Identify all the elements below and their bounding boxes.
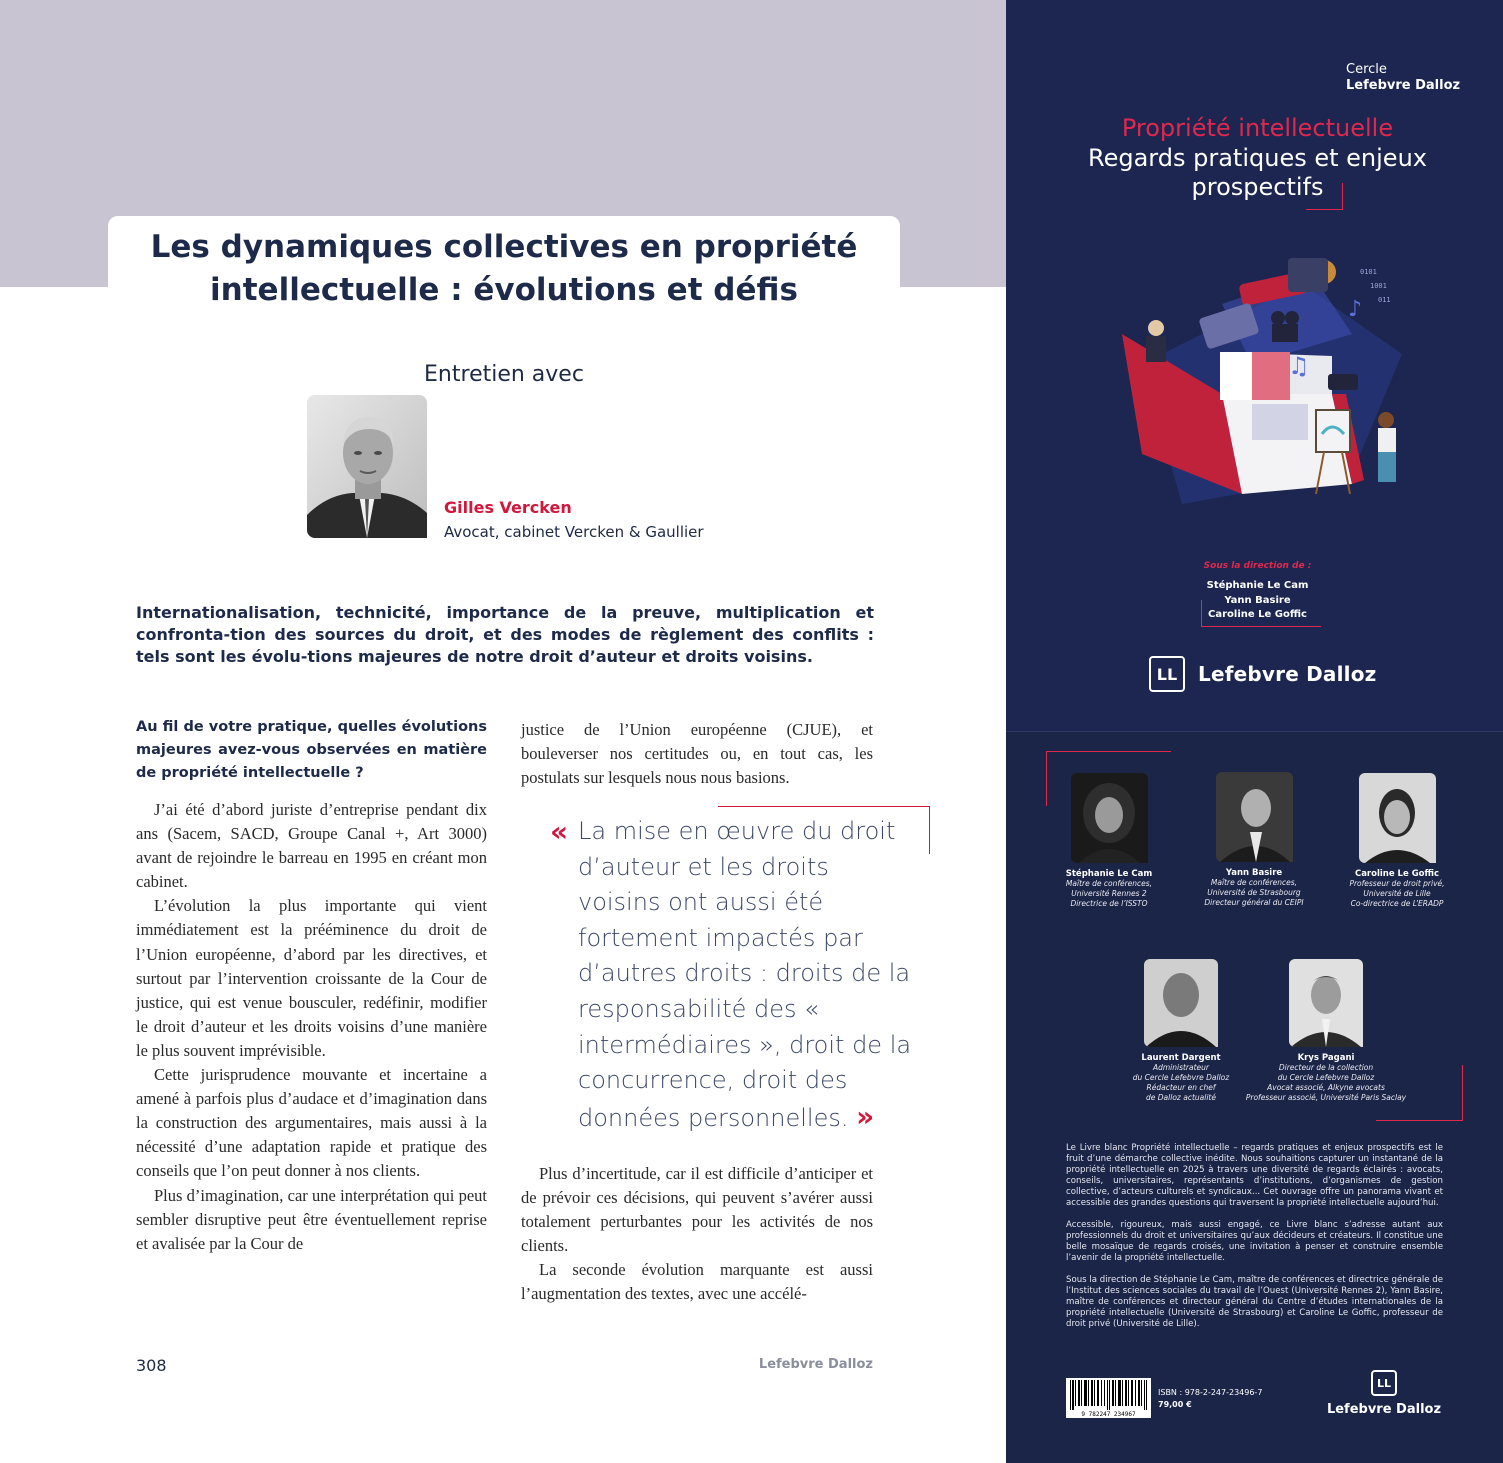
publisher-logo-icon: LL [1149,656,1185,692]
author-card [1106,959,1256,1103]
cover-illustration [1102,244,1432,534]
isbn: ISBN : 978-2-247-23496-7 [1158,1388,1263,1397]
text-column-right-lower [521,1162,873,1307]
series-line-1: Cercle [1346,62,1387,77]
publisher-logo [1149,656,1377,692]
author-role-line: Rédacteur en chef [1146,1083,1216,1092]
author-role [1034,879,1184,909]
interview-intro: Entretien avec [424,362,584,387]
barcode [1066,1378,1151,1418]
author-role [1238,1063,1414,1103]
back-publisher-logo [1324,1370,1444,1417]
author-photo [1071,773,1148,863]
series-label [1346,62,1460,94]
svg-text:1001: 1001 [1370,282,1387,290]
barcode-digits: 9 782247 234967 [1081,1411,1136,1418]
article-title [108,226,900,312]
author-role-line: du Cercle Lefebvre Dalloz [1132,1073,1230,1082]
author-role [1179,878,1329,908]
cover-subtitle-line-2: prospectifs [1191,173,1324,201]
authors-accent-rule [1046,751,1171,752]
author-name: Laurent Dargent [1141,1053,1221,1063]
body-paragraph: justice de l’Union européenne (CJUE), et bouleverser nos certitudes ou, en tout cas, les postulats sur lesquels nous nous basions. [521,720,873,788]
author-photo [1216,772,1293,862]
series-line-2: Lefebvre Dalloz [1346,78,1461,93]
body-paragraph: J’ai été d’abord juriste d’entreprise pendant dix ans (Sacem, SACD, Groupe Canal +, Art 3000) avant de rejoindre le barreau en 1995 en créant mon cabinet. [136,800,487,892]
text-column-right [521,718,873,790]
blurb-paragraph: Accessible, rigoureux, mais aussi engagé, ce Livre blanc s’adresse autant aux professionnels du droit et universitaires qu’aux décideurs et créateurs. Il constitue une belle mosaïque de regards croisés, une invitation à penser et construire ensemble l’avenir de la propriété intellectuelle. [1066,1220,1443,1263]
body-paragraph: Plus d’imagination, car une interprétation qui peut sembler disruptive peut être éventuellement reprise et avalisée par la Cour de [136,1185,487,1253]
author-photo [1144,959,1218,1047]
author-card [1238,959,1414,1103]
author-card [1179,772,1329,908]
author-name: Stéphanie Le Cam [1065,869,1153,879]
article-title-line-2: intellectuelle : évolutions et défis [210,272,798,308]
text-column-left [136,716,487,1256]
page-number: 308 [136,1356,167,1375]
svg-text:♫: ♫ [1288,352,1310,380]
author-role-line: Administrateur [1152,1063,1210,1072]
interview-question: Au fil de votre pratique, quelles évolutions majeures avez-vous observées en matière de propriété intellectuelle ? [136,719,487,781]
directors-accent-rule [1201,600,1202,627]
pull-quote-text: La mise en œuvre du droit d’auteur et les droits voisins ont aussi été fortement impactés par d’autres droits : droits de la responsabilité des « intermédiaires », droit de la concurrence, droit des données personnelles. [578,817,912,1132]
book-back-cover [1006,0,1503,1463]
director-name: Stéphanie Le Cam [1206,580,1309,591]
title-accent-rule [1306,209,1343,210]
body-paragraph: Cette jurisprudence mouvante et incertaine a amené à parfois plus d’audace et d’imagination dans la construction des argumentaires, mais aussi à la nécessité d’une adaptation rapide et pratique des conseils que l’on peut donner à nos clients. [136,1065,487,1181]
author-role [1106,1063,1256,1103]
cover-blurb [1066,1143,1443,1341]
author-role [1322,879,1472,909]
author-role-line: Professeur associé, Université Paris Saclay [1245,1093,1407,1102]
author-role-line: Université Rennes 2 [1071,889,1147,898]
authors-accent-rule [1376,1120,1463,1121]
price: 79,00 € [1158,1400,1192,1409]
author-card [1322,773,1472,909]
author-name: Caroline Le Goffic [1354,869,1440,879]
article-title-line-1: Les dynamiques collectives en propriété [150,229,858,265]
footer-brand: Lefebvre Dalloz [758,1357,873,1372]
author-role-line: Professeur de droit privé, [1349,879,1445,888]
author-role-line: Directeur général du CEIPI [1204,898,1304,907]
quote-close-mark: » [856,1099,875,1133]
author-photo [1289,959,1363,1047]
publisher-name: Lefebvre Dalloz [1198,662,1377,686]
publisher-name: Lefebvre Dalloz [1326,1402,1442,1417]
author-role-line: Avocat associé, Alkyne avocats [1267,1083,1385,1092]
body-paragraph: L’évolution la plus importante qui vient immédiatement est la prééminence du droit de l’Union européenne, d’abord par les directives, et surtout par l’intervention croissante de la Cour de justice, qui est venue bousculer, redéfinir, modifier le droit d’auteur et les droits voisins d’une manière le plus souvent imprévisible. [136,896,487,1060]
svg-text:♪: ♪ [1348,297,1363,322]
author-role-line: Directeur de la collection [1278,1063,1374,1072]
direction-label: Sous la direction de : [1203,561,1312,571]
directors-accent-rule [1201,626,1321,627]
cover-divider [1006,731,1503,732]
blurb-paragraph: Sous la direction de Stéphanie Le Cam, maître de conférences et directrice générale de l’Institut des sciences sociales du travail de l’Ouest (Université Rennes 2), Yann Basire, maître de conférences et directeur général du Centre d’études internationales de la propriété intellectuelle (Université de Strasbourg) et Caroline Le Goffic, professeur de droit privé (Université de Lille). [1066,1275,1443,1329]
cover-title: Propriété intellectuelle [1121,114,1394,142]
author-name: Yann Basire [1225,868,1283,878]
authors-accent-rule [1462,1065,1463,1121]
blurb-paragraph: Le Livre blanc Propriété intellectuelle – regards pratiques et enjeux prospectifs est le fruit d’une démarche collective inédite. Nous souhaitions capturer un instantané de la propriété intellectuelle en 2025 à travers une diversité de regards éclairés : avocats, conseils, universitaires, représentants d’institutions, d’organismes de gestion collective, d’acteurs culturels et syndicaux... Cet ouvrage offre un panorama vivant et accessible des grandes questions qui traversent la propriété intellectuelle aujourd’hui. [1066,1143,1443,1208]
pull-quote [578,814,913,1136]
title-accent-rule [1342,183,1343,209]
article-lead: Internationalisation, technicité, importance de la preuve, multiplication et confronta-tion des sources du droit, et des modes de règlement des conflits : tels sont les évolu-tions majeures de notre droit d’auteur et droits voisins. [136,603,874,666]
author-role-line: Université de Strasbourg [1207,888,1301,897]
author-role-line: du Cercle Lefebvre Dalloz [1277,1073,1375,1082]
svg-text:011: 011 [1378,296,1391,304]
cover-subtitle-line-1: Regards pratiques et enjeux [1088,144,1427,172]
author-role-line: de Dalloz actualité [1146,1093,1216,1102]
author-card [1034,773,1184,909]
author-role-line: Directrice de l’ISSTO [1070,899,1148,908]
author-role-line: Maître de conférences, [1210,878,1298,887]
body-paragraph: La seconde évolution marquante est aussi l’augmentation des textes, avec une accélé- [521,1260,873,1304]
director-name: Yann Basire [1224,594,1291,606]
author-name: Krys Pagani [1297,1053,1355,1063]
author-role-line: Université de Lille [1363,889,1431,898]
interviewee-photo [307,395,427,538]
author-role-line: Co-directrice de L’ERADP [1350,899,1444,908]
publisher-logo-icon: LL [1371,1370,1397,1396]
cover-subtitle [1066,144,1449,202]
director-name: Caroline Le Goffic [1208,609,1307,620]
interviewee-name: Gilles Vercken [444,498,572,517]
author-role-line: Maître de conférences, [1065,879,1153,888]
body-paragraph: Plus d’incertitude, car il est difficile d’anticiper et de prévoir ces décisions, qui peuvent s’avérer aussi totalement perturbantes pour les activités de nos clients. [521,1164,873,1256]
directors-list [1006,579,1503,623]
svg-text:0101: 0101 [1360,268,1377,276]
author-photo [1359,773,1436,863]
interviewee-role: Avocat, cabinet Vercken & Gaullier [444,523,704,541]
quote-open-mark: « [550,815,569,848]
